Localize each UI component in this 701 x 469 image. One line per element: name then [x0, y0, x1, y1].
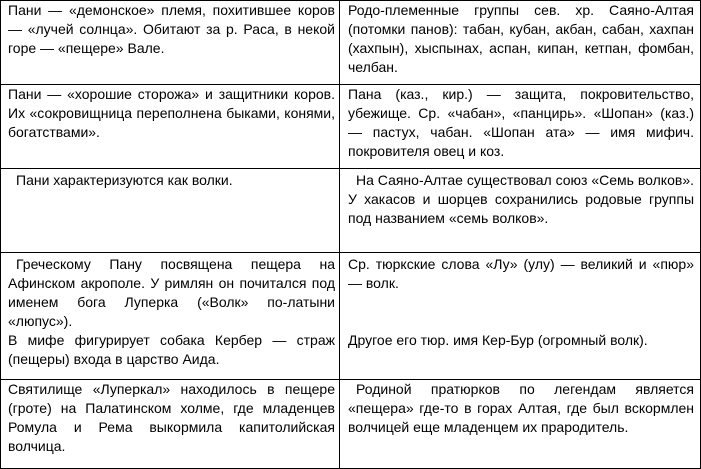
table-cell-right [340, 253, 700, 379]
table-cell-right [340, 1, 700, 84]
cell-text: Пани характеризуются как волки. [16, 172, 233, 188]
cell-text: Пана (каз., кир.) — защита, покровительство, убежище. Ср. «чабан», «панцирь». «Шопан» (каз.) — пастух, чабан. «Шопан ата» — имя мифич. покровителя овец и коз. [348, 86, 694, 159]
table-cell-right [340, 380, 700, 468]
table-cell-right [340, 85, 700, 168]
cell-text: Ср. тюркские слова «Лу» (улу) — великий и «пюр» — волк. [348, 256, 694, 291]
cell-text: В мифе фигурирует собака Кербер — страж (пещеры) входа в царство Аида. [8, 332, 335, 367]
table-row [1, 253, 700, 380]
table-cell-left [1, 85, 340, 168]
cell-text: Родо-племенные группы сев. хр. Саяно-Алтая (потомки панов): табан, кубан, акбан, сабан, хахпан (хахпын), хыспынах, аспан, кипан, кетпан, фомбан, челбан. [348, 2, 694, 75]
table-row [1, 85, 700, 169]
table-cell-left [1, 169, 340, 252]
cell-text: Святилище «Луперкал» находилось в пещере (гроте) на Палатинском холме, где младенцев Ромула и Рема выкормила капитолийская волчица. [8, 381, 335, 454]
cell-text: Другое его тюр. имя Кер-Бур (огромный волк). [348, 332, 648, 348]
table-row [1, 380, 700, 468]
table-row [1, 169, 700, 253]
cell-text: Родиной пратюрков по легендам является «пещера» где-то в горах Алтая, где был вскормлен волчицей еще младенцем их прародитель. [348, 381, 694, 435]
cell-text: На Саяно-Алтае существовал союз «Семь волков». У хакасов и шорцев сохранились родовые группы под названием «семь волков». [348, 172, 694, 226]
table-cell-left [1, 1, 340, 84]
cell-text: Пани — «демонское» племя, похитившее коров — «лучей солнца». Обитают за р. Раса, в некой горе — «пещере» Вале. [8, 2, 335, 56]
cell-text: Пани — «хорошие сторожа» и защитники коров. Их «сокровищница переполнена быками, конями, богатствами». [8, 86, 335, 140]
table-cell-right [340, 169, 700, 252]
table-row [1, 1, 700, 85]
table-cell-left [1, 253, 340, 379]
table-cell-left [1, 380, 340, 468]
cell-text: Греческому Пану посвящена пещера на Афинском акрополе. У римлян он почитался под именем бога Луперка («Волк» по-латыни «люпус»). [8, 256, 335, 329]
